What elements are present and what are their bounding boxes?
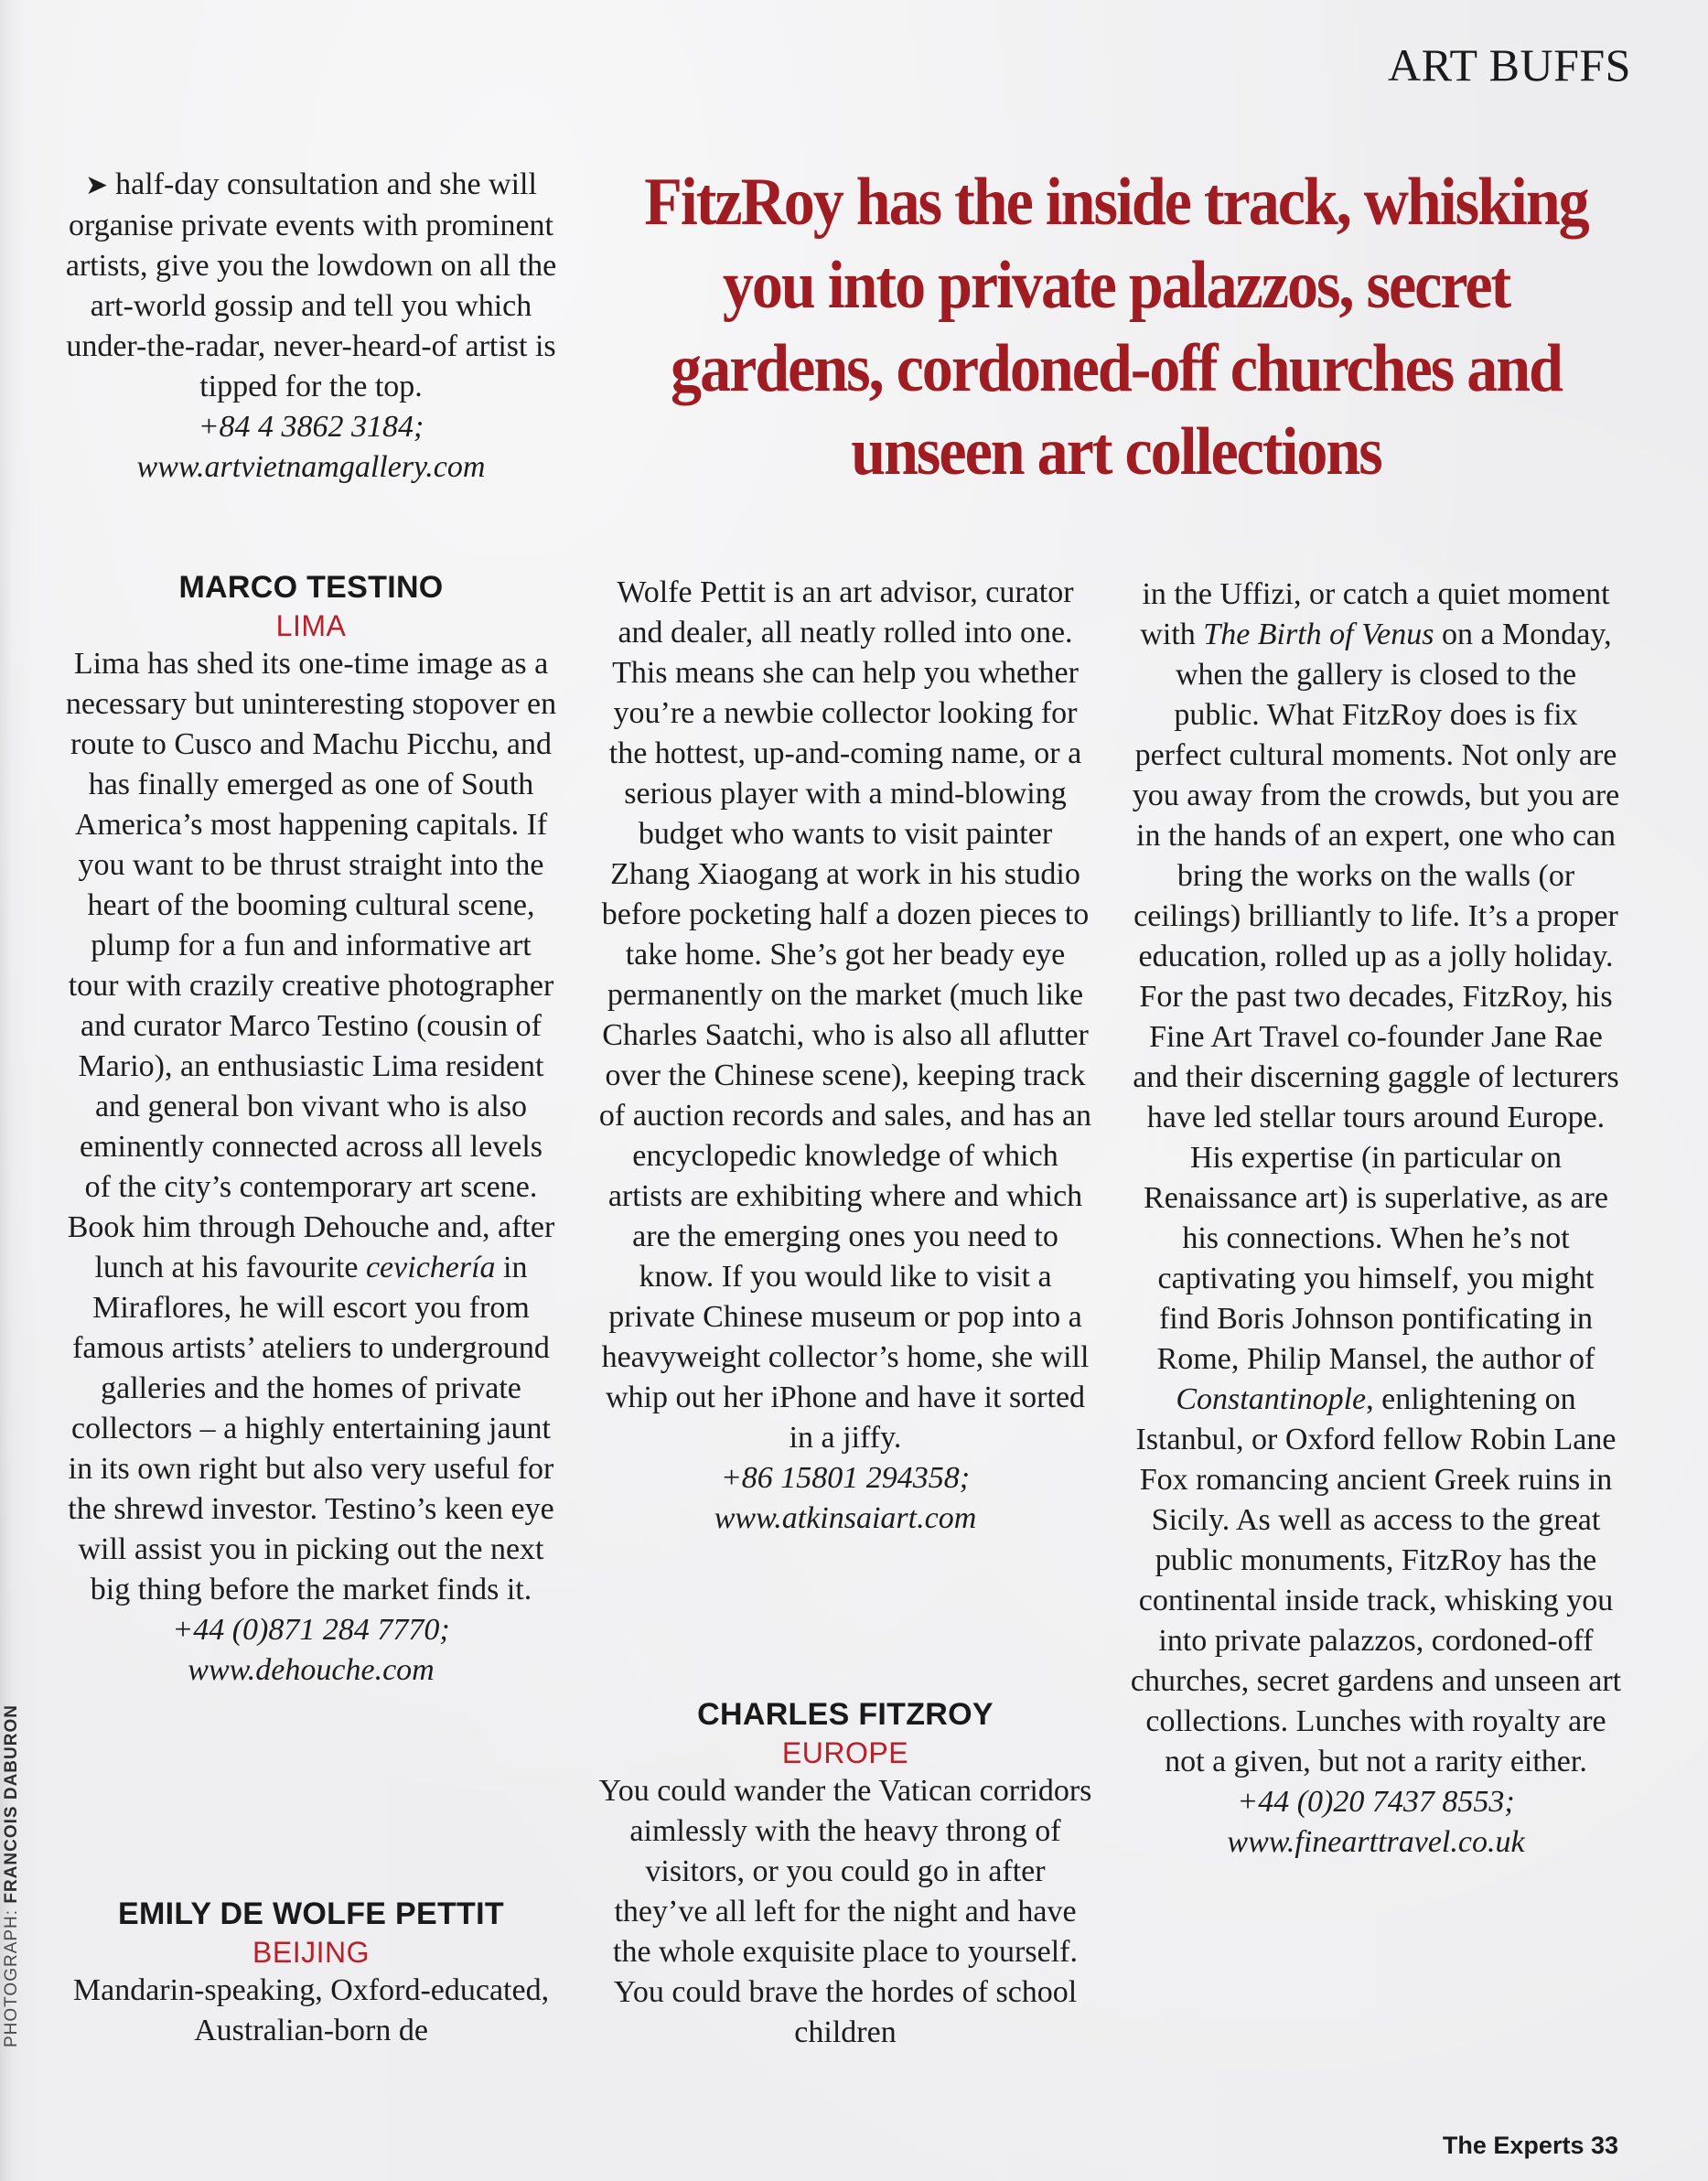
expert-phone: +44 (0)20 7437 8553; — [1237, 1785, 1515, 1819]
continuation-block — [64, 165, 558, 488]
expert-location: EUROPE — [781, 1736, 909, 1769]
expert-body: You could wander the Vatican corridors aimlessly with the heavy throng of visitors, or you could go in after they’ve all left for the night and have the whole exquisite place to yourself. You could brave the hordes of school children — [598, 1774, 1092, 2049]
arrow-right-icon: ➤ — [85, 170, 109, 200]
section-title: ART BUFFS — [1388, 39, 1631, 91]
expert-phone: +86 15801 294358; — [720, 1461, 971, 1495]
expert-website[interactable]: www.atkinsaiart.com — [714, 1501, 977, 1535]
expert-charles-fitzroy — [598, 1694, 1092, 2053]
expert-name: CHARLES FITZROY — [697, 1697, 994, 1732]
expert-name: MARCO TESTINO — [178, 570, 444, 605]
page-folio: The Experts 33 — [1442, 2132, 1618, 2159]
continuation-phone: +84 4 3862 3184; — [198, 410, 424, 444]
expert-website[interactable]: www.dehouche.com — [188, 1653, 435, 1687]
expert-location: LIMA — [275, 609, 347, 642]
expert-charles-continued — [1129, 575, 1623, 1863]
expert-body: Mandarin-speaking, Oxford-educated, Australian-born de — [72, 1973, 550, 2047]
expert-phone: +44 (0)871 284 7770; — [172, 1613, 450, 1647]
expert-marco-testino — [64, 567, 558, 1691]
expert-website[interactable]: www.finearttravel.co.uk — [1227, 1825, 1525, 1859]
expert-emily-de-wolfe-pettit — [64, 1894, 558, 2051]
expert-name: EMILY DE WOLFE PETTIT — [118, 1896, 504, 1931]
continuation-website[interactable]: www.artvietnamgallery.com — [136, 450, 486, 484]
expert-body: Wolfe Pettit is an art advisor, curator and dealer, all neatly rolled into one. This means she can help you whether you’re a newbie collector looking for the hottest, up-and-coming name, or a serious player with a mind-blowing budget who wants to visit painter Zhang Xiaogang at work in his studio before pocketing half a dozen pieces to take home. She’s got her beady eye permanently on the market (much like Charles Saatchi, who is also all aflutter over the Chinese scene), keeping track of auction records and sales, and has an encyclopedic knowledge of which artists are exhibiting where and which are the emerging ones you need to know. If you would like to visit a private Chinese museum or pop into a heavyweight collector’s home, she will whip out her iPhone and have it sorted in a jiffy. — [598, 575, 1092, 1455]
expert-body: Lima has shed its one-time image as a necessary but uninteresting stopover en route to Cusco and Machu Picchu, and has finally emerged as one of South America’s most happening capitals. If you want to be thrust straight into the heart of the booming cultural scene, plump for a fun and informative art tour with crazily creative photographer and curator Marco Testino (cousin of Mario), an enthusiastic Lima resident and general bon vivant who is also eminently connected across all levels of the city’s contemporary art scene. Book him through Dehouche and, after lunch at his favourite cevichería in Miraflores, he will escort you from famous artists’ ateliers to underground galleries and the homes of private collectors – a highly entertaining jaunt in its own right but also very useful for the shrewd investor. Testino’s keen eye will assist you in picking out the next big thing before the market finds it. — [65, 647, 557, 1606]
expert-body: in the Uffizi, or catch a quiet moment with The Birth of Venus on a Monday, when the gallery is closed to the public. What FitzRoy does is fix perfect cultural moments. Not only are you away from the crowds, but you are in the hands of an expert, one who can bring the works on the walls (or ceilings) brilliantly to life. It’s a proper education, rolled up as a jolly holiday. For the past two decades, FitzRoy, his Fine Art Travel co-founder Jane Rae and their discerning gaggle of lecturers have led stellar tours around Europe. His expertise (in particular on Renaissance art) is superlative, as are his connections. When he’s not captivating you himself, you might find Boris Johnson pontificating in Rome, Philip Mansel, the author of Constantinople, enlightening on Istanbul, or Oxford fellow Robin Lane Fox romancing ancient Greek ruins in Sicily. As well as access to the great public monuments, FitzRoy has the continental inside track, whisking you into private palazzos, cordoned-off churches, secret gardens and unseen art collections. Lunches with royalty are not a given, but not a rarity either. — [1130, 577, 1622, 1778]
photo-credit: PHOTOGRAPH: FRANCOIS DABURON — [2, 1704, 21, 2047]
continuation-text: ➤ half-day consultation and she will organise private events with prominent artists, give you the lowdown on all the art-world gossip and tell you which under-the-radar, never-heard-of artist is tipped for the top. — [65, 167, 557, 403]
expert-emily-continued — [598, 573, 1092, 1539]
pull-quote-headline: FitzRoy has the inside track, whisking you into private palazzos, secret gardens, cordoned-off churches and unseen art collections — [644, 165, 1588, 489]
expert-location: BEIJING — [252, 1936, 370, 1969]
